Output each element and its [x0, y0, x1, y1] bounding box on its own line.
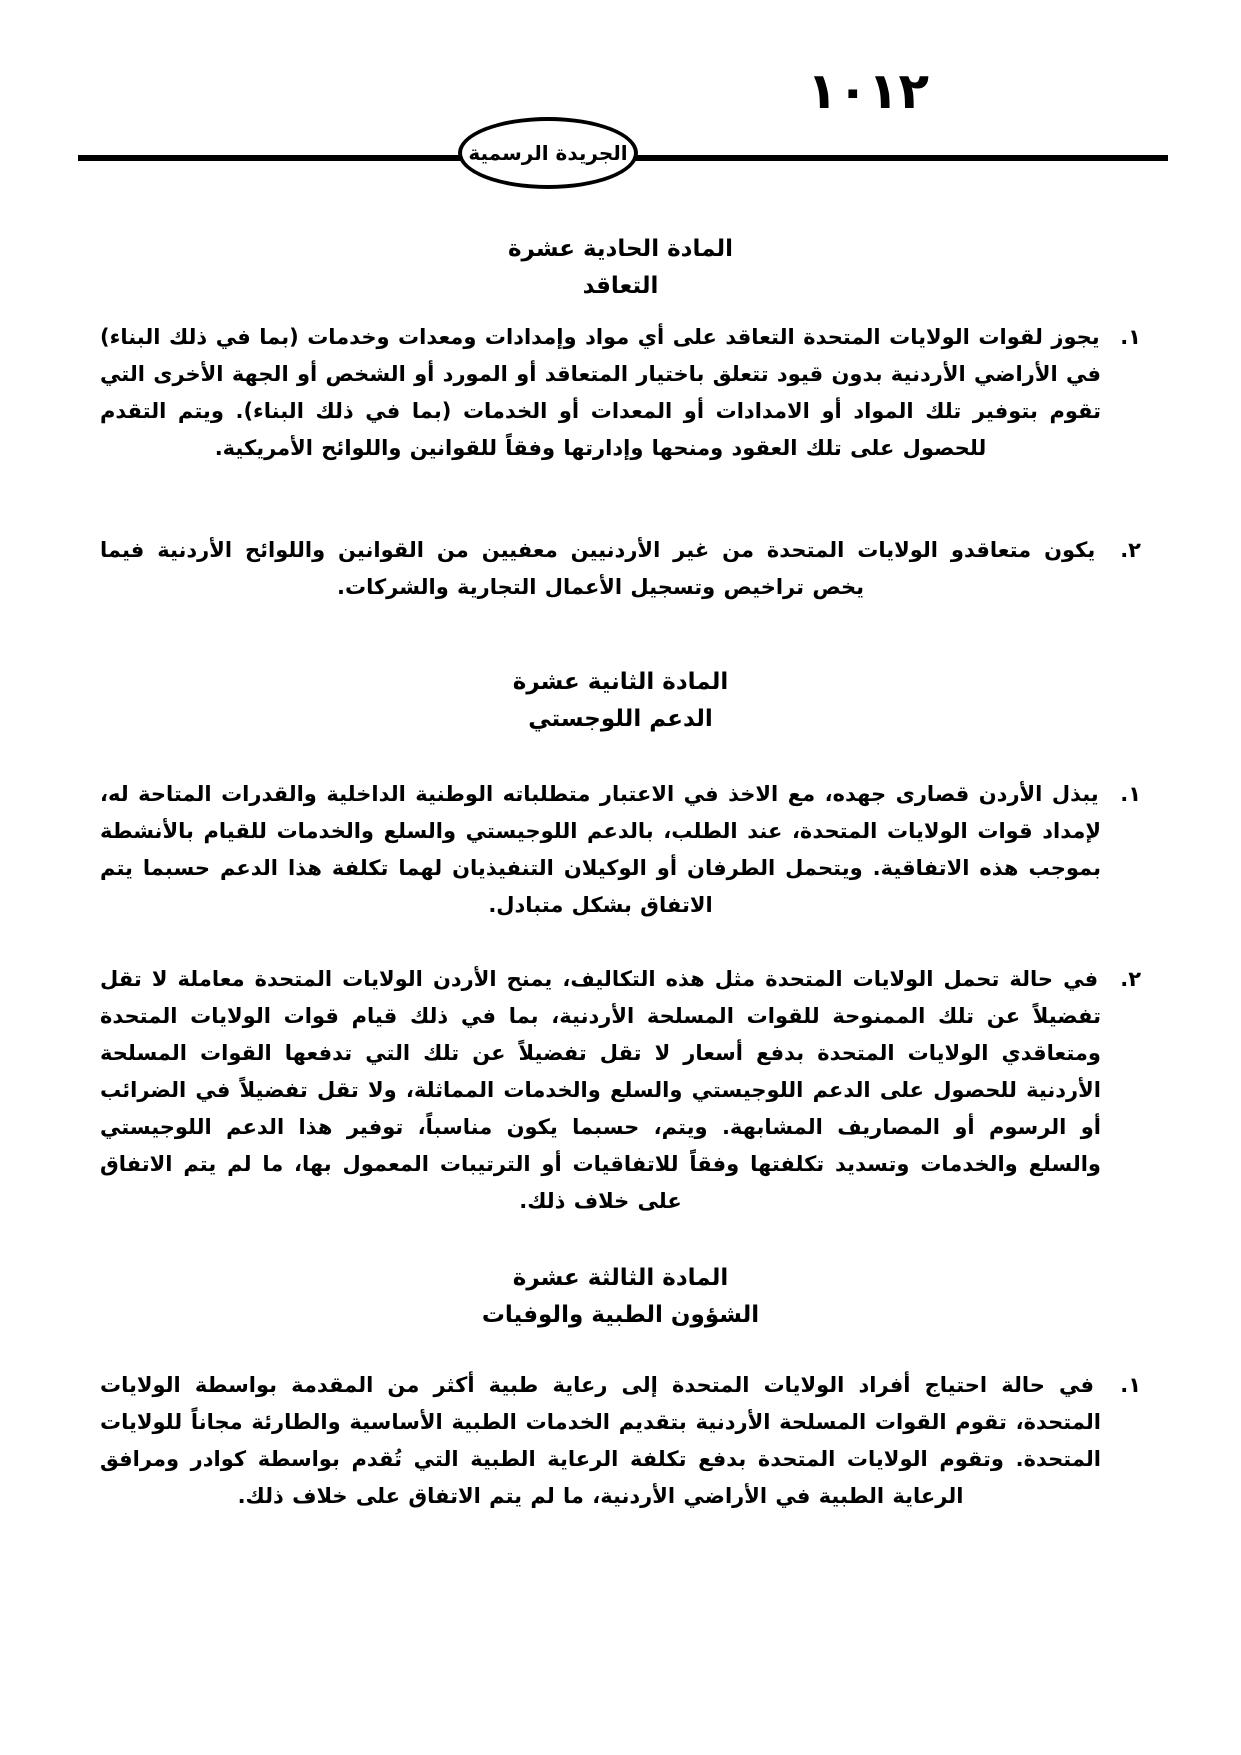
paragraph-text: يجوز لقوات الولايات المتحدة التعاقد على أي مواد وإمدادات ومعدات وخدمات (بما في ذلك البناء) في الأراضي الأردنية بدون قيود تتعلق باختيار المتعاقد أو المورد أو الشخص أو الجهة الأخرى التي تقوم بتوفير تلك المواد أو الامدادات أو المعدات أو الخدمات (بما في ذلك البناء). ويتم التقدم للحصول على تلك العقود ومنحها وإدارتها وفقاً للقوانين واللوائح الأمريكية.: [100, 325, 1101, 460]
article-11-subtitle: التعاقد: [582, 273, 659, 299]
article-13-subtitle: الشؤون الطبية والوفيات: [481, 1302, 760, 1328]
article-12-subtitle: الدعم اللوجستي: [528, 706, 713, 732]
paragraph-text: في حالة احتياج أفراد الولايات المتحدة إلى رعاية طبية أكثر من المقدمة بواسطة الولايات المتحدة، تقوم القوات المسلحة الأردنية بتقديم الخدمات الطبية الأساسية والطارئة مجاناً للولايات المتحدة. وتقوم الولايات المتحدة بدفع تكلفة الرعاية الطبية التي تُقدم بواسطة كوادر ومرافق الرعاية الطبية في الأراضي الأردنية، ما لم يتم الاتفاق على خلاف ذلك.: [100, 1373, 1101, 1508]
article-12-heading: [100, 664, 1141, 738]
article-11-heading: [100, 231, 1141, 305]
article-11-title: المادة الحادية عشرة: [507, 236, 734, 262]
article-11-paragraph-2: [100, 532, 1141, 606]
gazette-seal-label: الجريدة الرسمية: [468, 141, 628, 165]
article-12-paragraph-2: [100, 961, 1141, 1220]
document-content: [100, 205, 1141, 1515]
paragraph-number: ٢.: [1120, 538, 1141, 562]
article-13-paragraph-1: [100, 1367, 1141, 1515]
paragraph-number: ١.: [1120, 782, 1142, 806]
article-13-title: المادة الثالثة عشرة: [512, 1265, 729, 1291]
article-11-paragraph-1: [100, 319, 1141, 467]
paragraph-text: في حالة تحمل الولايات المتحدة مثل هذه التكاليف، يمنح الأردن الولايات المتحدة معاملة لا تقل تفضيلاً عن تلك الممنوحة للقوات المسلحة الأردنية، بما في ذلك قيام قوات الولايات المتحدة ومتعاقدي الولايات المتحدة بدفع أسعار لا تقل تفضيلاً عن تلك التي تدفعها القوات المسلحة الأردنية للحصول على الدعم اللوجيستي والسلع والخدمات المماثلة، ولا تقل تفضيلاً في الضرائب أو الرسوم أو المصاريف المشابهة. ويتم، حسبما يكون مناسباً، توفير هذا الدعم اللوجيستي والسلع والخدمات وتسديد تكلفتها وفقاً للاتفاقيات أو الترتيبات المعمول بها، ما لم يتم الاتفاق على خلاف ذلك.: [100, 967, 1101, 1213]
gazette-seal: [458, 117, 638, 189]
paragraph-text: يكون متعاقدو الولايات المتحدة من غير الأردنيين معفيين من القوانين واللوائح الأردنية فيما يخص تراخيص وتسجيل الأعمال التجارية والشركات.: [100, 538, 1096, 599]
article-12-title: المادة الثانية عشرة: [512, 669, 729, 695]
paragraph-number: ١.: [1120, 1373, 1142, 1397]
paragraph-text: يبذل الأردن قصارى جهده، مع الاخذ في الاعتبار متطلباته الوطنية الداخلية والقدرات المتاحة له، لإمداد قوات الولايات المتحدة، عند الطلب، بالدعم اللوجيستي والسلع والخدمات للقيام بالأنشطة بموجب هذه الاتفاقية. ويتحمل الطرفان أو الوكيلان التنفيذيان لهما تكلفة هذا الدعم حسبما يتم الاتفاق بشكل متبادل.: [100, 782, 1101, 917]
paragraph-number: ٢.: [1120, 967, 1142, 991]
article-12-paragraph-1: [100, 776, 1141, 924]
article-13-heading: [100, 1260, 1141, 1334]
page-number: ١٠١٢: [806, 62, 930, 120]
paragraph-number: ١.: [1120, 325, 1141, 349]
